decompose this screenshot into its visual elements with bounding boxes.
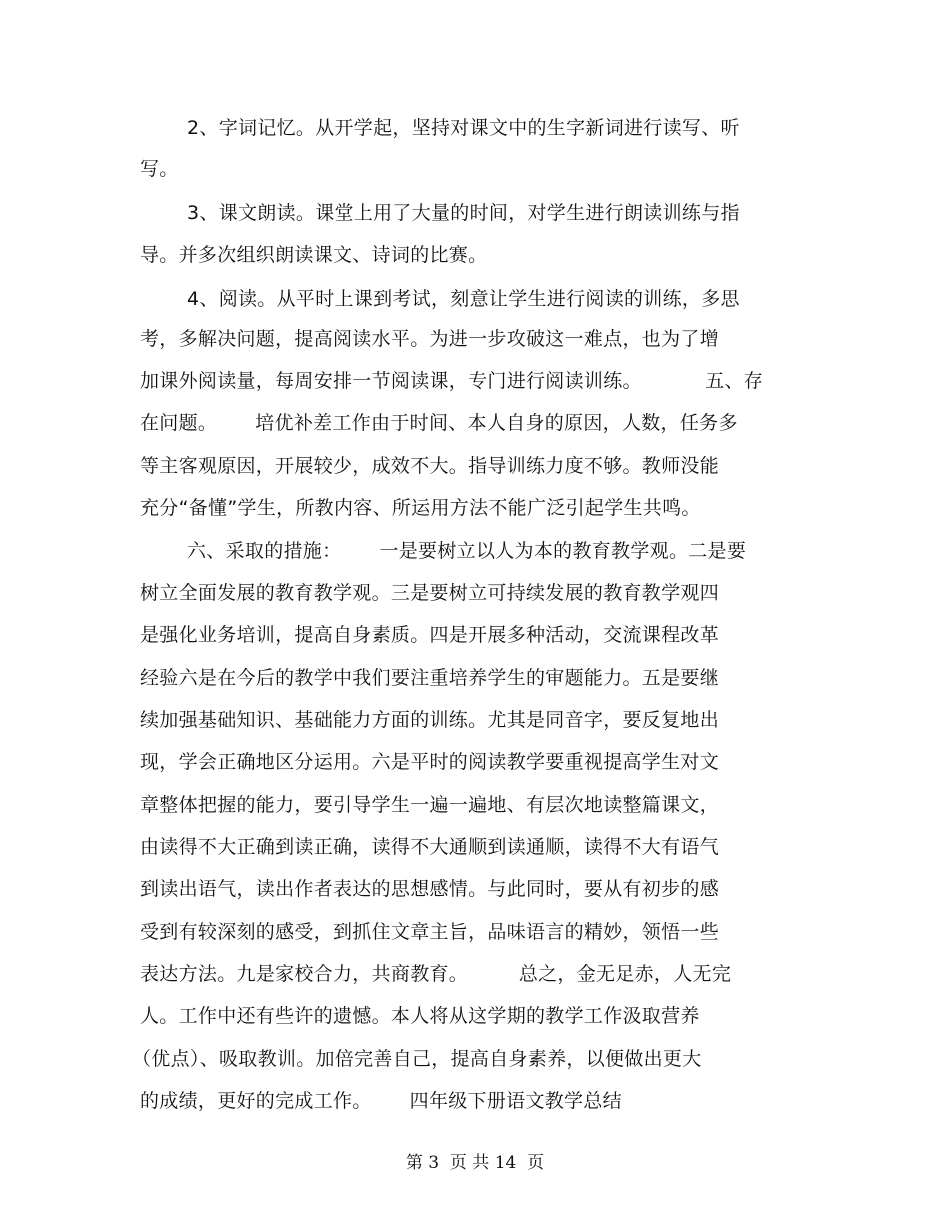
- text-line: 2、字词记忆。从开学起，坚持对课文中的生字新词进行读写、听: [187, 117, 740, 139]
- text-line: 由读得不大正确到读正确，读得不大通顺到读通顺，读得不大有语气: [140, 836, 720, 858]
- text-line: 是强化业务培训，提高自身素质。四是开展多种活动，交流课程改革: [140, 624, 720, 646]
- text-line: 考，多解决问题，提高阅读水平。为进一步攻破这一难点，也为了增: [140, 328, 720, 350]
- text-line: 到读出语气，读出作者表达的思想感情。与此同时，要从有初步的感: [140, 878, 720, 900]
- text-line: （优点）、吸取教训。加倍完善自己，提高自身素养，以便做出更大: [132, 1048, 702, 1070]
- text-line: 经验六是在今后的教学中我们要注重培养学生的审题能力。五是要继: [140, 667, 720, 689]
- text-line: 续加强基础知识、基础能力方面的训练。尤其是同音字，要反复地出: [140, 709, 720, 731]
- text-line: 章整体把握的能力，要引导学生一遍一遍地、有层次地读整篇课文，: [140, 794, 720, 816]
- text-line: 4、阅读。从平时上课到考试，刻意让学生进行阅读的训练，多思: [187, 288, 740, 310]
- text-line: 3、课文朗读。课堂上用了大量的时间，对学生进行朗读训练与指: [187, 202, 740, 224]
- text-line: 加课外阅读量，每周安排一节阅读课，专门进行阅读训练。 五、存: [140, 370, 764, 392]
- text-line: 写。: [140, 158, 179, 180]
- text-line: 等主客观原因，开展较少，成效不大。指导训练力度不够。教师没能: [140, 455, 720, 477]
- text-line: 充分“备懂”学生，所教内容、所运用方法不能广泛引起学生共鸣。: [140, 497, 701, 519]
- text-line: 表达方法。九是家校合力，共商教育。 总之，金无足赤，人无完: [140, 963, 732, 985]
- page-number-footer: 第 3 页 共 14 页: [405, 1153, 545, 1173]
- text-line: 现，学会正确地区分运用。六是平时的阅读教学要重视提高学生对文: [140, 751, 720, 773]
- text-line: 人。工作中还有些许的遗憾。本人将从这学期的教学工作汲取营养: [140, 1005, 700, 1027]
- text-line: 树立全面发展的教育教学观。三是要树立可持续发展的教育教学观四: [140, 582, 720, 604]
- text-line: 在问题。 培优补差工作由于时间、本人自身的原因，人数，任务多: [140, 412, 738, 434]
- text-line: 导。并多次组织朗读课文、诗词的比赛。: [140, 244, 488, 266]
- text-line: 六、采取的措施： 一是要树立以人为本的教育教学观。二是要: [187, 540, 747, 562]
- text-line: 的成绩，更好的完成工作。 四年级下册语文教学总结: [140, 1090, 622, 1112]
- text-line: 受到有较深刻的感受，到抓住文章主旨，品味语言的精妙，领悟一些: [140, 921, 720, 943]
